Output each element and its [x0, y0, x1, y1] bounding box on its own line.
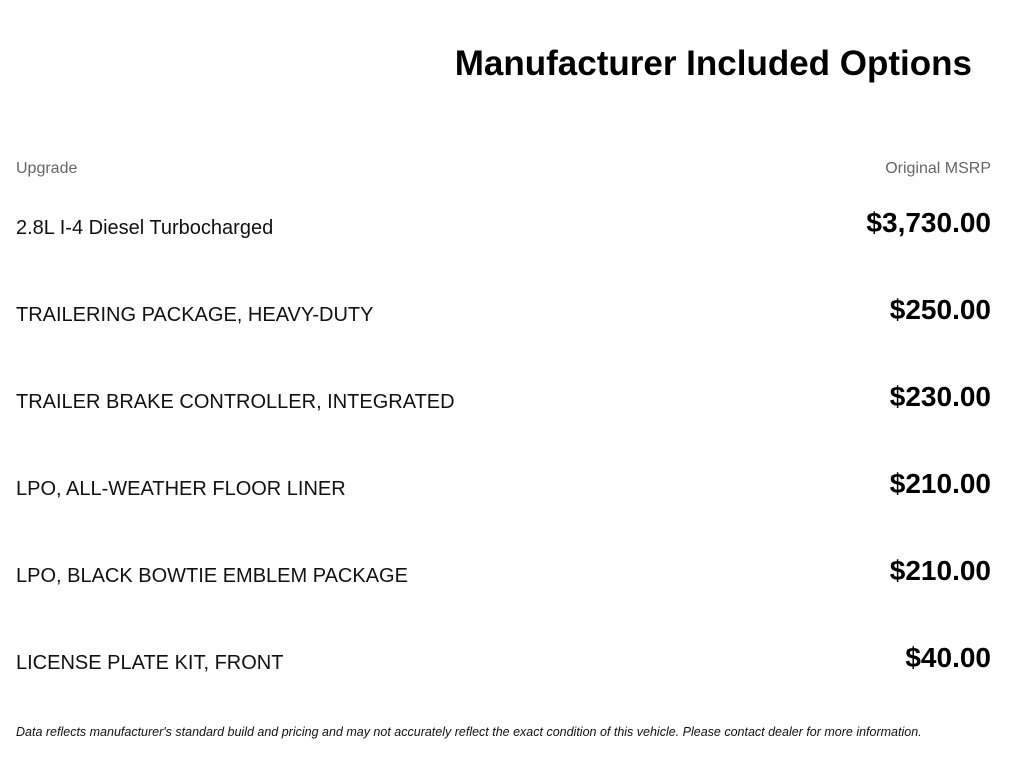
option-name: LICENSE PLATE KIT, FRONT: [16, 652, 284, 674]
msrp-column-header: Original MSRP: [885, 160, 991, 177]
column-headers: [16, 160, 991, 178]
option-name: LPO, ALL-WEATHER FLOOR LINER: [16, 478, 346, 500]
disclaimer-text: Data reflects manufacturer's standard build and pricing and may not accurately reflect the exact condition of this vehicle. Please contact dealer for more information.: [16, 724, 922, 739]
option-name: 2.8L I-4 Diesel Turbocharged: [16, 217, 274, 239]
option-row: [16, 207, 991, 294]
page-title: Manufacturer Included Options: [454, 44, 972, 83]
option-row: [16, 555, 991, 642]
option-row: [16, 294, 991, 381]
option-name: TRAILER BRAKE CONTROLLER, INTEGRATED: [16, 391, 455, 413]
option-price: $210.00: [889, 468, 991, 499]
option-price: $250.00: [889, 294, 991, 325]
option-price: $210.00: [889, 555, 991, 586]
option-price: $40.00: [905, 642, 991, 673]
option-name: TRAILERING PACKAGE, HEAVY-DUTY: [16, 304, 374, 326]
option-row: [16, 642, 991, 729]
option-row: [16, 468, 991, 555]
option-row: [16, 381, 991, 468]
upgrade-column-header: Upgrade: [16, 160, 78, 177]
option-name: LPO, BLACK BOWTIE EMBLEM PACKAGE: [16, 565, 408, 587]
option-price: $3,730.00: [866, 207, 991, 238]
options-list: [16, 207, 991, 729]
option-price: $230.00: [889, 381, 991, 412]
